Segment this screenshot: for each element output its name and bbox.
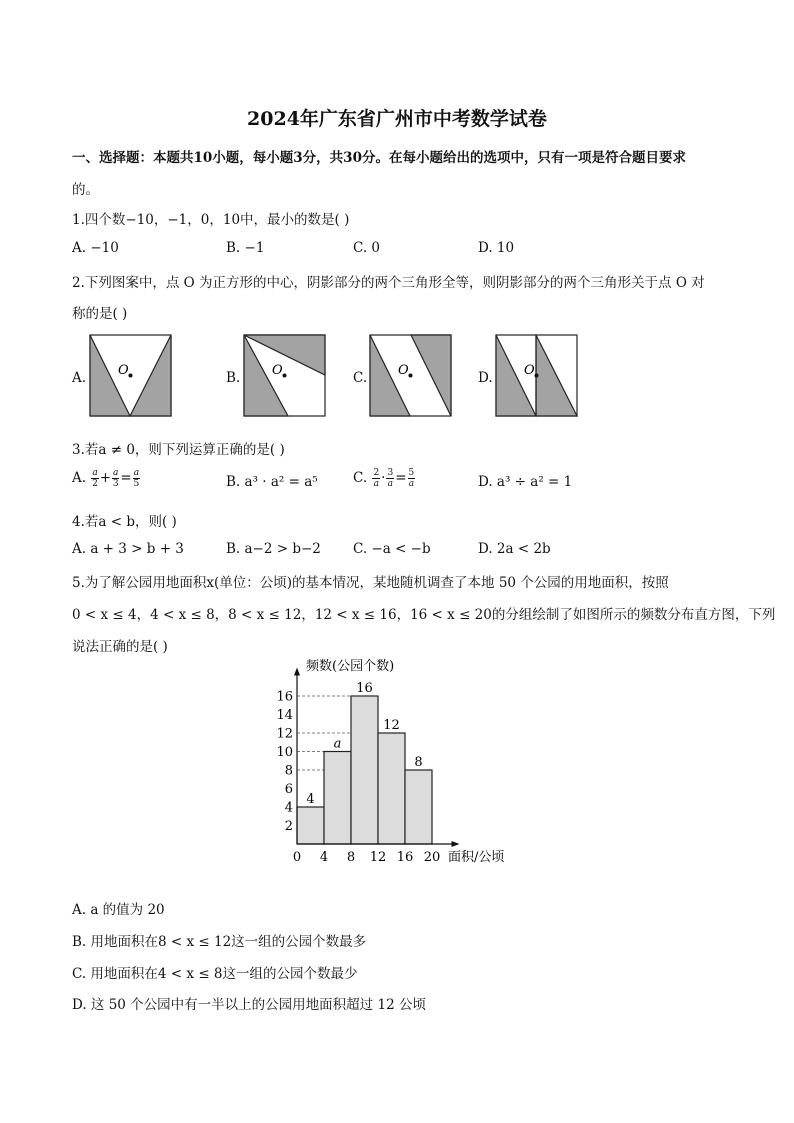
bar-data-label: a (333, 736, 342, 752)
histogram-bar (405, 770, 432, 844)
histogram-bar (351, 696, 378, 844)
y-tick-label: 16 (276, 689, 293, 705)
chart-xlabel: 面积/公顷 (448, 850, 505, 865)
q5-stem-line3: 说法正确的是( ) (72, 639, 168, 655)
q2-figure-b (243, 334, 327, 418)
x-tick-label: 8 (346, 850, 356, 865)
y-axis-arrow (294, 668, 300, 676)
q2-option-d-label: D. (478, 370, 493, 386)
q5-stem-line1: 5.为了解公园用地面积x(单位：公顷)的基本情况，某地随机调查了本地 50 个公园的用地面积，按照 (72, 575, 669, 591)
q5-option-b: B. 用地面积在8 < x ≤ 12这一组的公园个数最多 (72, 934, 367, 950)
y-tick-label: 12 (276, 726, 293, 742)
q3-option-c: C. $\frac{2}{a}$ · $\frac{3}{a}$ = $\frac{5}{a}$ (353, 468, 415, 489)
q4-stem: 4.若a < b，则( ) (72, 514, 177, 530)
q2-figure-c-center-label: O (398, 363, 409, 378)
x-tick-label: 16 (396, 850, 414, 865)
q4-option-c: C. −a < −b (353, 541, 431, 557)
bar-data-label: 4 (306, 792, 315, 807)
q2-stem-line1: 2.下列图案中，点 O 为正方形的中心，阴影部分的两个三角形全等，则阴影部分的两个三角形关于点 O 对 (72, 275, 705, 291)
q1-option-b: B. −1 (226, 240, 265, 256)
q3-stem: 3.若a ≠ 0，则下列运算正确的是( ) (72, 442, 285, 458)
q1-option-a: A. −10 (72, 240, 119, 256)
y-tick-label: 6 (284, 782, 293, 797)
x-tick-label: 20 (423, 850, 441, 865)
q4-option-a: A. a + 3 > b + 3 (72, 541, 184, 557)
q2-figure-a (89, 334, 173, 418)
chart-ylabel: 频数(公园个数) (306, 659, 395, 674)
q5-option-d: D. 这 50 个公园中有一半以上的公园用地面积超过 12 公顷 (72, 997, 426, 1013)
histogram-bar (324, 752, 351, 845)
q2-option-a-label: A. (72, 370, 87, 386)
histogram-bar (378, 733, 405, 844)
x-tick-label: 4 (319, 850, 329, 865)
q2-stem-line2: 称的是( ) (72, 306, 128, 322)
bar-data-label: 8 (414, 755, 423, 770)
q5-option-a: A. a 的值为 20 (72, 902, 165, 918)
y-tick-label: 14 (276, 708, 293, 723)
section-heading-line1: 一、选择题：本题共10小题，每小题3分，共30分。在每小题给出的选项中，只有一项是符合题目要求 (72, 150, 686, 166)
x-tick-label: 12 (369, 850, 387, 865)
q1-stem: 1.四个数−10，−1，0，10中，最小的数是( ) (72, 212, 350, 228)
section-heading-line2: 的。 (72, 182, 99, 198)
q5-stem-line2: 0 < x ≤ 4，4 < x ≤ 8，8 < x ≤ 12，12 < x ≤ 16，16 < x ≤ 20的分组绘制了如图所示的频数分布直方图，下列 (72, 607, 776, 623)
q4-option-b: B. a−2 > b−2 (226, 541, 321, 557)
q3-option-d: D. a³ ÷ a² = 1 (478, 474, 573, 490)
q2-figure-a-center-label: O (118, 363, 129, 378)
q2-figure-d-center-label: O (524, 363, 535, 378)
y-tick-label: 4 (284, 800, 293, 816)
y-tick-label: 2 (284, 819, 293, 834)
q3-option-b: B. a³ · a² = a⁵ (226, 474, 318, 490)
q2-option-b-label: B. (226, 370, 241, 386)
q2-figure-b-center-label: O (272, 363, 283, 378)
q1-option-d: D. 10 (478, 240, 515, 256)
histogram-chart (270, 652, 530, 868)
x-tick-label: 0 (292, 850, 302, 865)
q4-option-d: D. 2a < 2b (478, 541, 551, 557)
q3-option-a: A. $\frac{a}{2}$ + $\frac{a}{3}$ = $\frac{a}{5}$ (72, 468, 140, 489)
y-tick-label: 10 (276, 745, 293, 760)
page-title: 2024年广东省广州市中考数学试卷 (247, 108, 547, 130)
q1-option-c: C. 0 (353, 240, 381, 256)
bar-data-label: 12 (383, 718, 400, 733)
q2-figure-d (495, 334, 579, 418)
y-tick-label: 8 (284, 763, 293, 779)
x-axis-arrow (452, 841, 460, 847)
bar-data-label: 16 (356, 681, 373, 696)
q5-option-c: C. 用地面积在4 < x ≤ 8这一组的公园个数最少 (72, 966, 358, 982)
q2-figure-c (369, 334, 453, 418)
histogram-bar (297, 807, 324, 844)
q2-option-c-label: C. (353, 370, 368, 386)
